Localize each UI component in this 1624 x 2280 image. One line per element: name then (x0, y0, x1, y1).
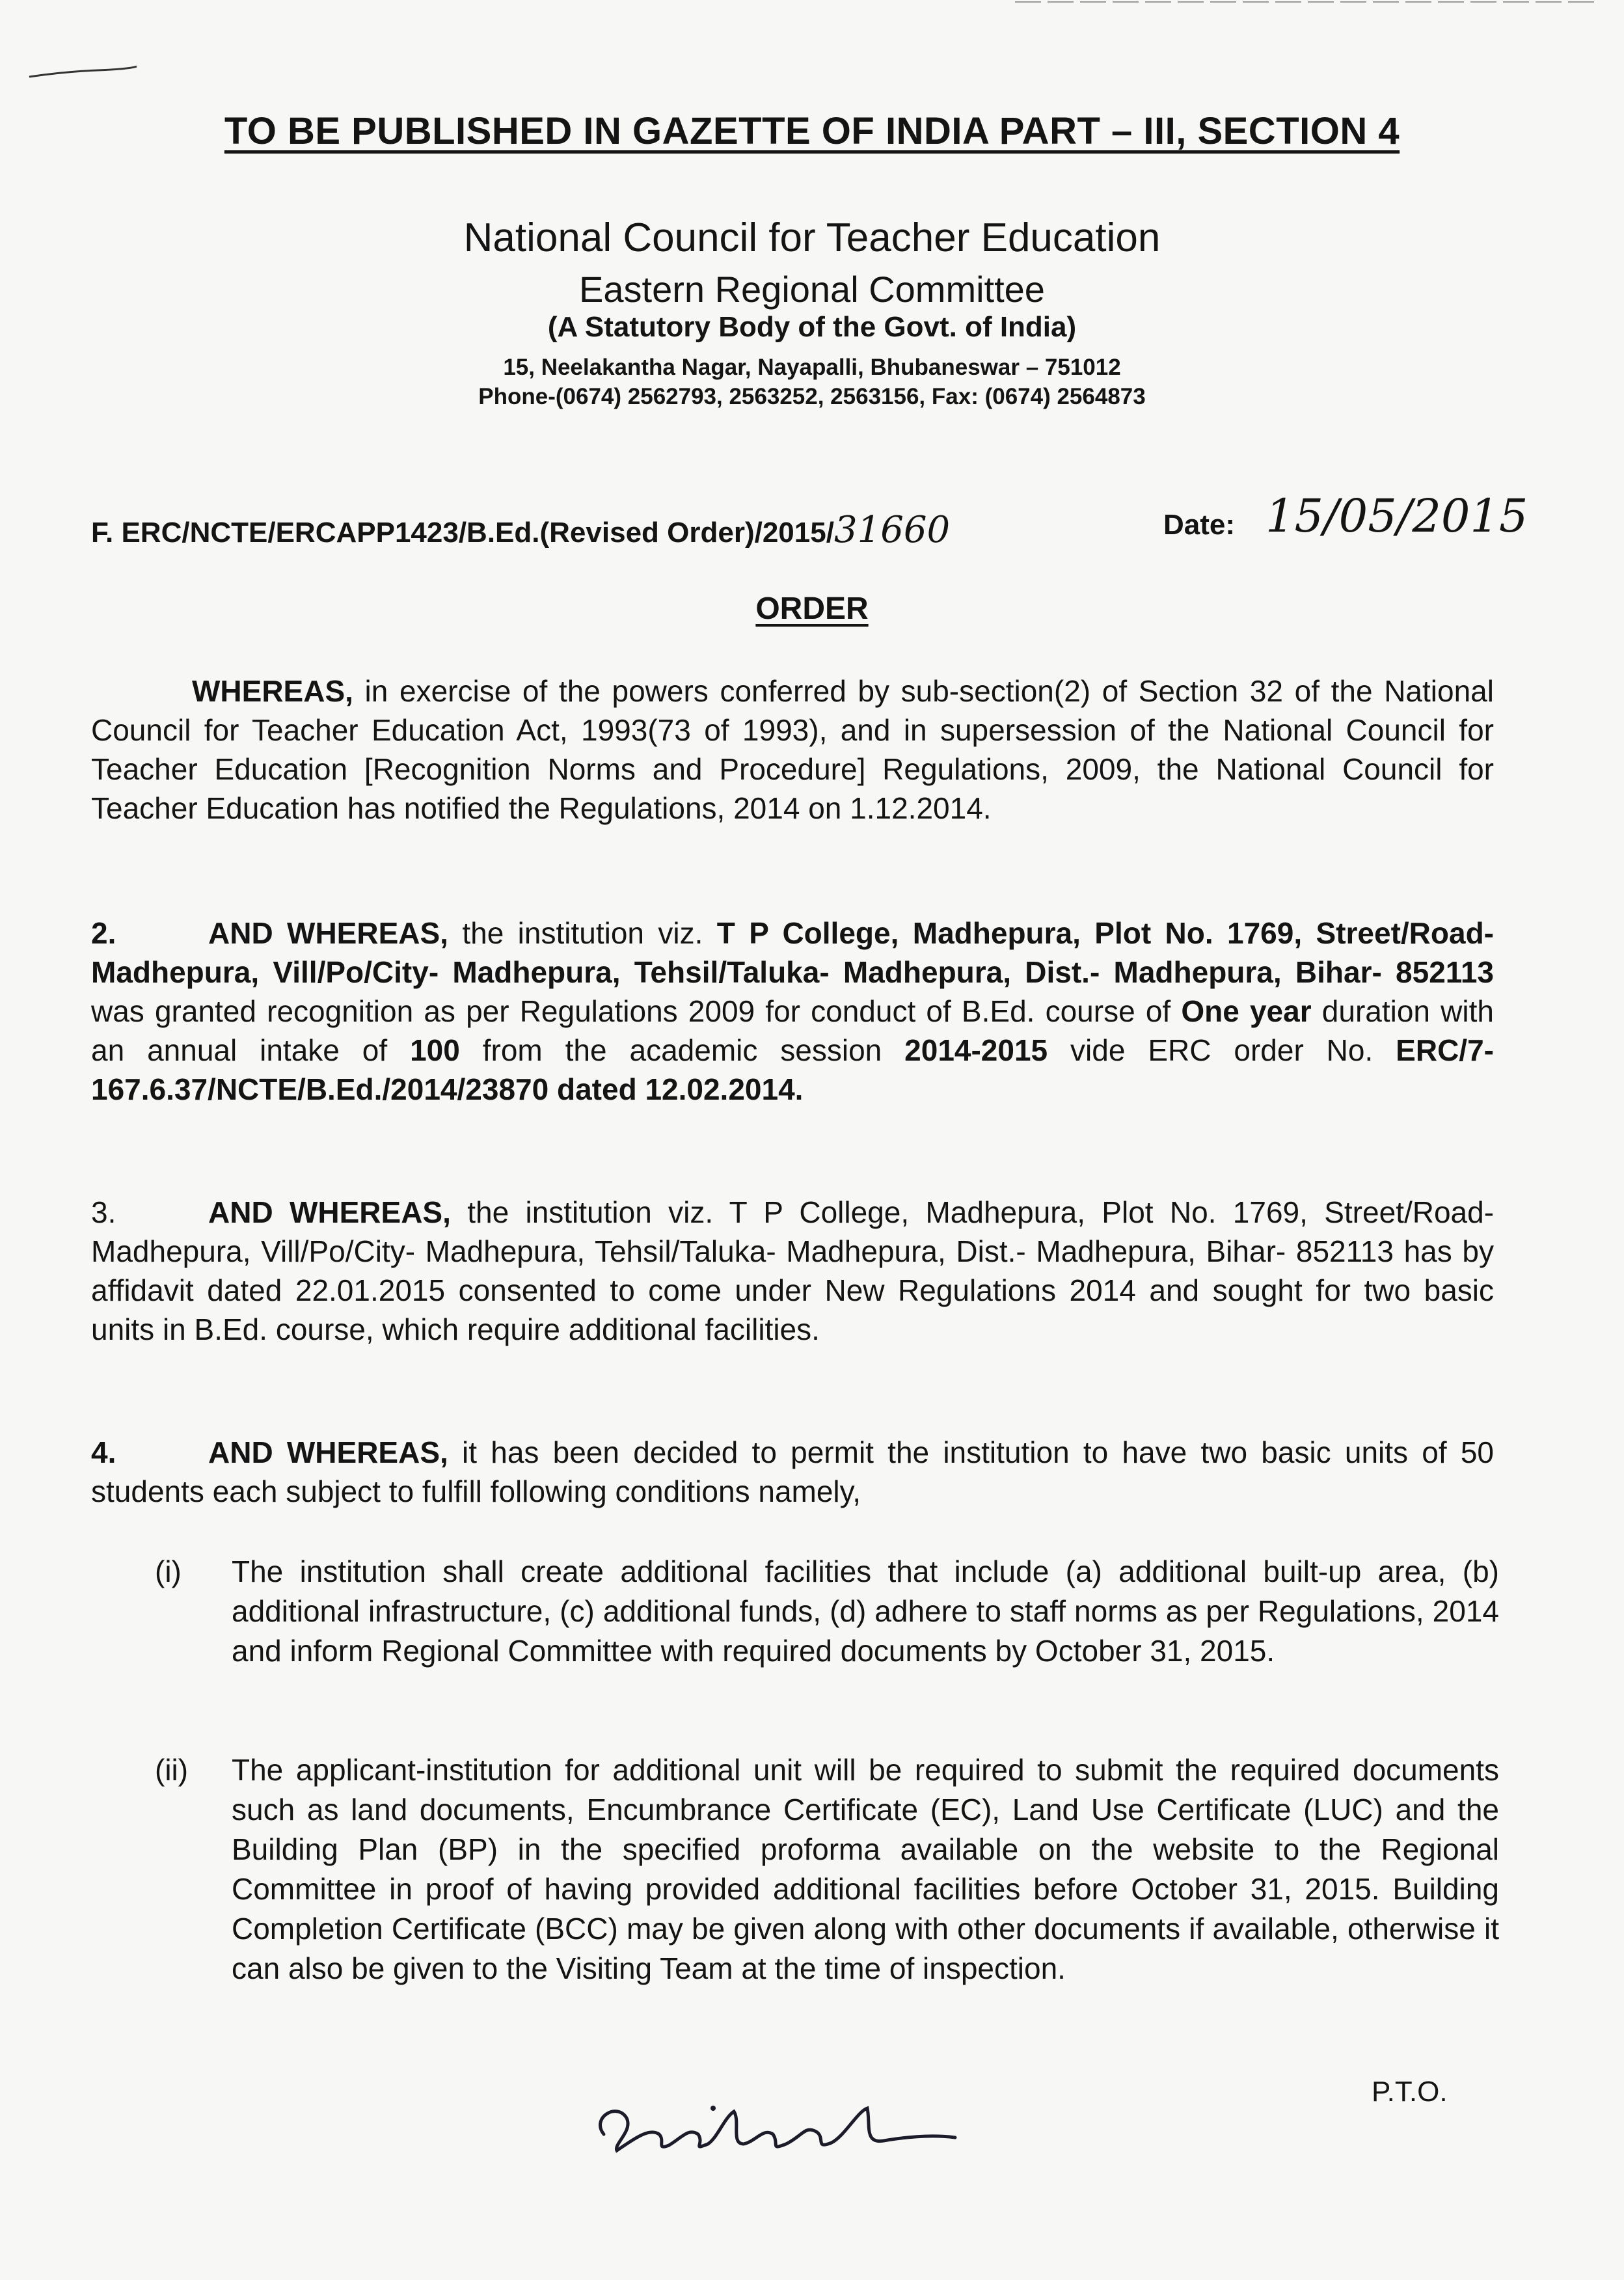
para1-lead: WHEREAS, (192, 674, 353, 708)
file-number: F. ERC/NCTE/ERCAPP1423/B.Ed.(Revised Order)/2015/ (91, 517, 834, 549)
condition-text: The applicant-institution for additional unit will be required to submit the required documents such as land documents, Encumbrance Certificate (EC), Land Use Certificate (LUC) and the Building Plan (BP) in the specified proforma available on the website to the Regional Committee in proof of having provided additional facilities before October 31, 2015. Building Completion Certificate (BCC) may be given along with other documents if available, otherwise it can also be given to the Visiting Team at the time of inspection. (232, 1753, 1499, 1985)
para3-lead: AND WHEREAS, (208, 1195, 451, 1229)
date-label: Date: (1163, 509, 1236, 541)
condition-text: The institution shall create additional facilities that include (a) additional built-up area, (b) additional infrastructure, (c) additional funds, (d) adhere to staff norms as per Regulations, 2014 and inform Regional Committee with required documents by October 31, 2015. (232, 1554, 1499, 1668)
para2-duration: One year (1181, 994, 1312, 1028)
para2-text-5: vide ERC order No. (1048, 1033, 1396, 1067)
para2-institution: T P College, Madhepura, Plot No. 1769, Street/Road- Madhepura, Vill/Po/City- Madhepura, Tehsil/Taluka- Madhepura, Dist.- Madhepura, Bihar- 852113 (91, 916, 1494, 989)
para4-number: 4. (91, 1435, 116, 1469)
statutory-note: (A Statutory Body of the Govt. of India) (547, 311, 1077, 343)
office-address: 15, Neelakantha Nagar, Nayapalli, Bhubaneswar – 751012 (503, 355, 1121, 380)
condition-marker: (ii) (155, 1753, 189, 1787)
council-name: National Council for Teacher Education (463, 215, 1161, 260)
handwritten-file-number: 31660 (833, 509, 951, 551)
office-phone: Phone-(0674) 2562793, 2563252, 2563156, Fax: (0674) 2564873 (478, 384, 1146, 409)
handwritten-signature (578, 2072, 968, 2170)
paragraph-3 (91, 1193, 1494, 1349)
corner-pen-mark (26, 57, 143, 83)
paragraph-4 (91, 1433, 1494, 1511)
para2-text-1: the institution viz. (448, 916, 717, 950)
para2-number: 2. (91, 916, 116, 950)
file-reference (91, 509, 950, 551)
para2-text-3: duration with an annual intake of (91, 994, 1494, 1067)
pto-note: P.T.O. (1372, 2076, 1448, 2108)
para2-order-reference: ERC/7-167.6.37/NCTE/B.Ed./2014/23870 dated 12.02.2014. (91, 1033, 1494, 1106)
order-title: ORDER (755, 591, 869, 626)
para2-text-2: was granted recognition as per Regulations 2009 for conduct of B.Ed. course of (91, 994, 1182, 1028)
paragraph-1 (91, 672, 1494, 828)
para3-text: the institution viz. T P College, Madhepura, Plot No. 1769, Street/Road- Madhepura, Vill/Po/City- Madhepura, Tehsil/Taluka- Madhepura, Dist.- Madhepura, Bihar- 852113 has by affidavit dated 22.01.2015 consented to come under New Regulations 2014 and sought for two basic units in B.Ed. course, which require additional facilities. (91, 1195, 1495, 1346)
condition-marker: (i) (155, 1554, 182, 1588)
committee-name: Eastern Regional Committee (579, 269, 1045, 310)
condition-item (155, 1552, 1499, 1671)
paragraph-2 (91, 914, 1494, 1109)
handwritten-date: 15/05/2015 (1265, 489, 1528, 543)
para1-text: in exercise of the powers conferred by sub-section(2) of Section 32 of the National Council for Teacher Education Act, 1993(73 of 1993), and in supersession of the National Council for Teacher Education [Recognition Norms and Procedure] Regulations, 2009, the National Council for Teacher Education has notified the Regulations, 2014 on 1.12.2014. (91, 674, 1494, 825)
para2-intake: 100 (410, 1033, 460, 1067)
para3-number: 3. (91, 1195, 116, 1229)
condition-item (155, 1750, 1499, 1988)
scan-top-line (1015, 0, 1601, 5)
para4-lead: AND WHEREAS, (208, 1435, 448, 1469)
para4-text: it has been decided to permit the institution to have two basic units of 50 students each subject to fulfill following conditions namely, (91, 1435, 1495, 1508)
gazette-heading: TO BE PUBLISHED IN GAZETTE OF INDIA PART – III, SECTION 4 (224, 110, 1400, 152)
para2-session: 2014-2015 (904, 1033, 1048, 1067)
para2-lead: AND WHEREAS, (208, 916, 448, 950)
para2-text-4: from the academic session (459, 1033, 905, 1067)
